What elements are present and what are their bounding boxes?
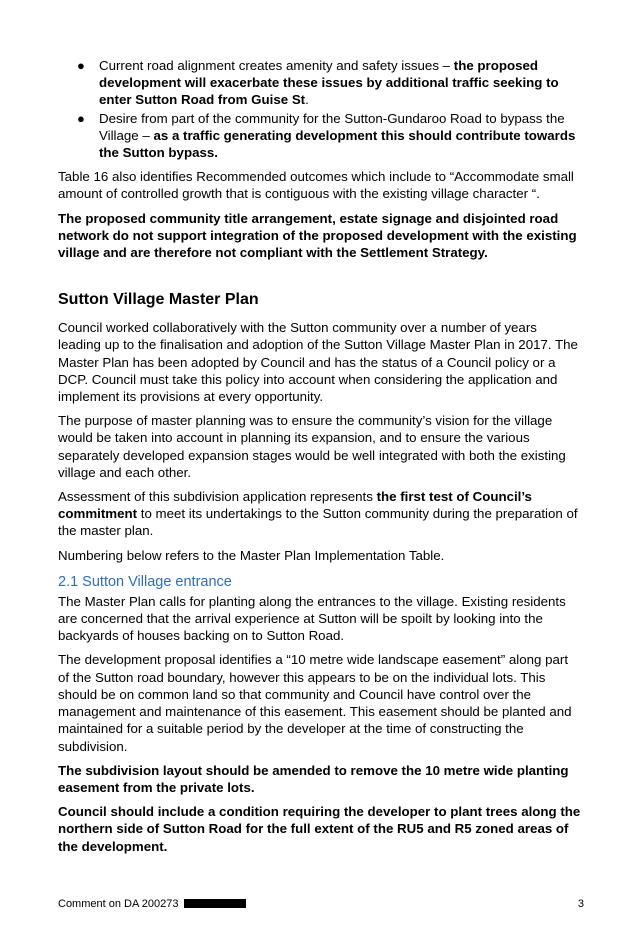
bullet-item-bypass (58, 110, 582, 162)
bullet-tail: . (305, 92, 309, 108)
bold-text: The proposed community title arrangement, estate signage and disjointed road network do not support integration of the proposed development with the existing village and are therefore not compliant with the Settlement Strategy. (58, 210, 577, 261)
text-run: to meet its undertakings to the Sutton community during the preparation of the master plan. (58, 506, 578, 539)
redaction-block (184, 899, 246, 908)
bold-text: Council should include a condition requiring the developer to plant trees along the northern side of Sutton Road for the full extent of the RU5 and R5 zoned areas of the development. (58, 804, 581, 854)
bullet-icon: ● (77, 58, 85, 73)
paragraph-purpose: The purpose of master planning was to ensure the community’s vision for the village would be taken into account in planning its expansion, and to ensure the various separately developed expansion stages would be well integrated with both the existing village and each other. (58, 413, 566, 480)
paragraph-easement: The development proposal identifies a “10 metre wide landscape easement” along part of the Sutton road boundary, however this appears to be on the individual lots. This should be on common land so that community and Council have control over the management and maintenance of this easement. This easement should be planted and maintained for a suitable period by the developer at the time of constructing the subdivision. (58, 652, 572, 754)
page-number: 3 (577, 898, 584, 910)
paragraph-settlement-strategy (58, 210, 582, 262)
footer-label: Comment on DA 200273 (58, 898, 179, 910)
section-heading-master-plan: Sutton Village Master Plan (58, 291, 259, 309)
bullet-icon: ● (77, 110, 85, 126)
paragraph-table16: Table 16 also identifies Recommended outcomes which include to “Accommodate small amount of controlled growth that is contiguous with the existing village character “. (58, 169, 574, 202)
bold-text: the first test of Council’s commitment (58, 489, 532, 522)
paragraph-numbering: Numbering below refers to the Master Plan Implementation Table. (58, 547, 445, 563)
footer-left (58, 897, 246, 911)
bullet-item-road-alignment (58, 57, 582, 109)
bullet-list (58, 57, 582, 161)
paragraph-assessment (58, 488, 582, 540)
document-page (58, 57, 582, 862)
bullet-bold-text: as a traffic generating development this should contribute towards the Sutton bypass. (99, 127, 576, 161)
bold-text: The subdivision layout should be amended to remove the 10 metre wide planting easement from the private lots. (58, 762, 569, 795)
bullet-bold-text: the proposed development will exacerbate these issues by additional traffic seeking to enter Sutton Road from Guise St (99, 58, 559, 108)
paragraph-layout-amendment (58, 762, 582, 796)
bullet-text: Desire from part of the community for the Sutton-Gundaroo Road to bypass the Village – (99, 110, 565, 143)
paragraph-council: Council worked collaboratively with the Sutton community over a number of years leading up to the finalisation and adoption of the Sutton Village Master Plan in 2017. The Master Plan has been adopted by Council and has the status of a Council policy or a DCP. Council must take this policy into account when considering the application and implement its provisions at every opportunity. (58, 320, 578, 405)
paragraph-planting-condition (58, 803, 582, 855)
paragraph-entrance: The Master Plan calls for planting along the entrances to the village. Existing residents are concerned that the arrival experience at Sutton will be spoilt by looking into the backyards of houses backing on to Sutton Road. (58, 593, 566, 644)
text-run: Assessment of this subdivision application represents (58, 489, 377, 505)
subheading-village-entrance: 2.1 Sutton Village entrance (58, 573, 232, 590)
bullet-text: Current road alignment creates amenity and safety issues – (99, 58, 454, 73)
